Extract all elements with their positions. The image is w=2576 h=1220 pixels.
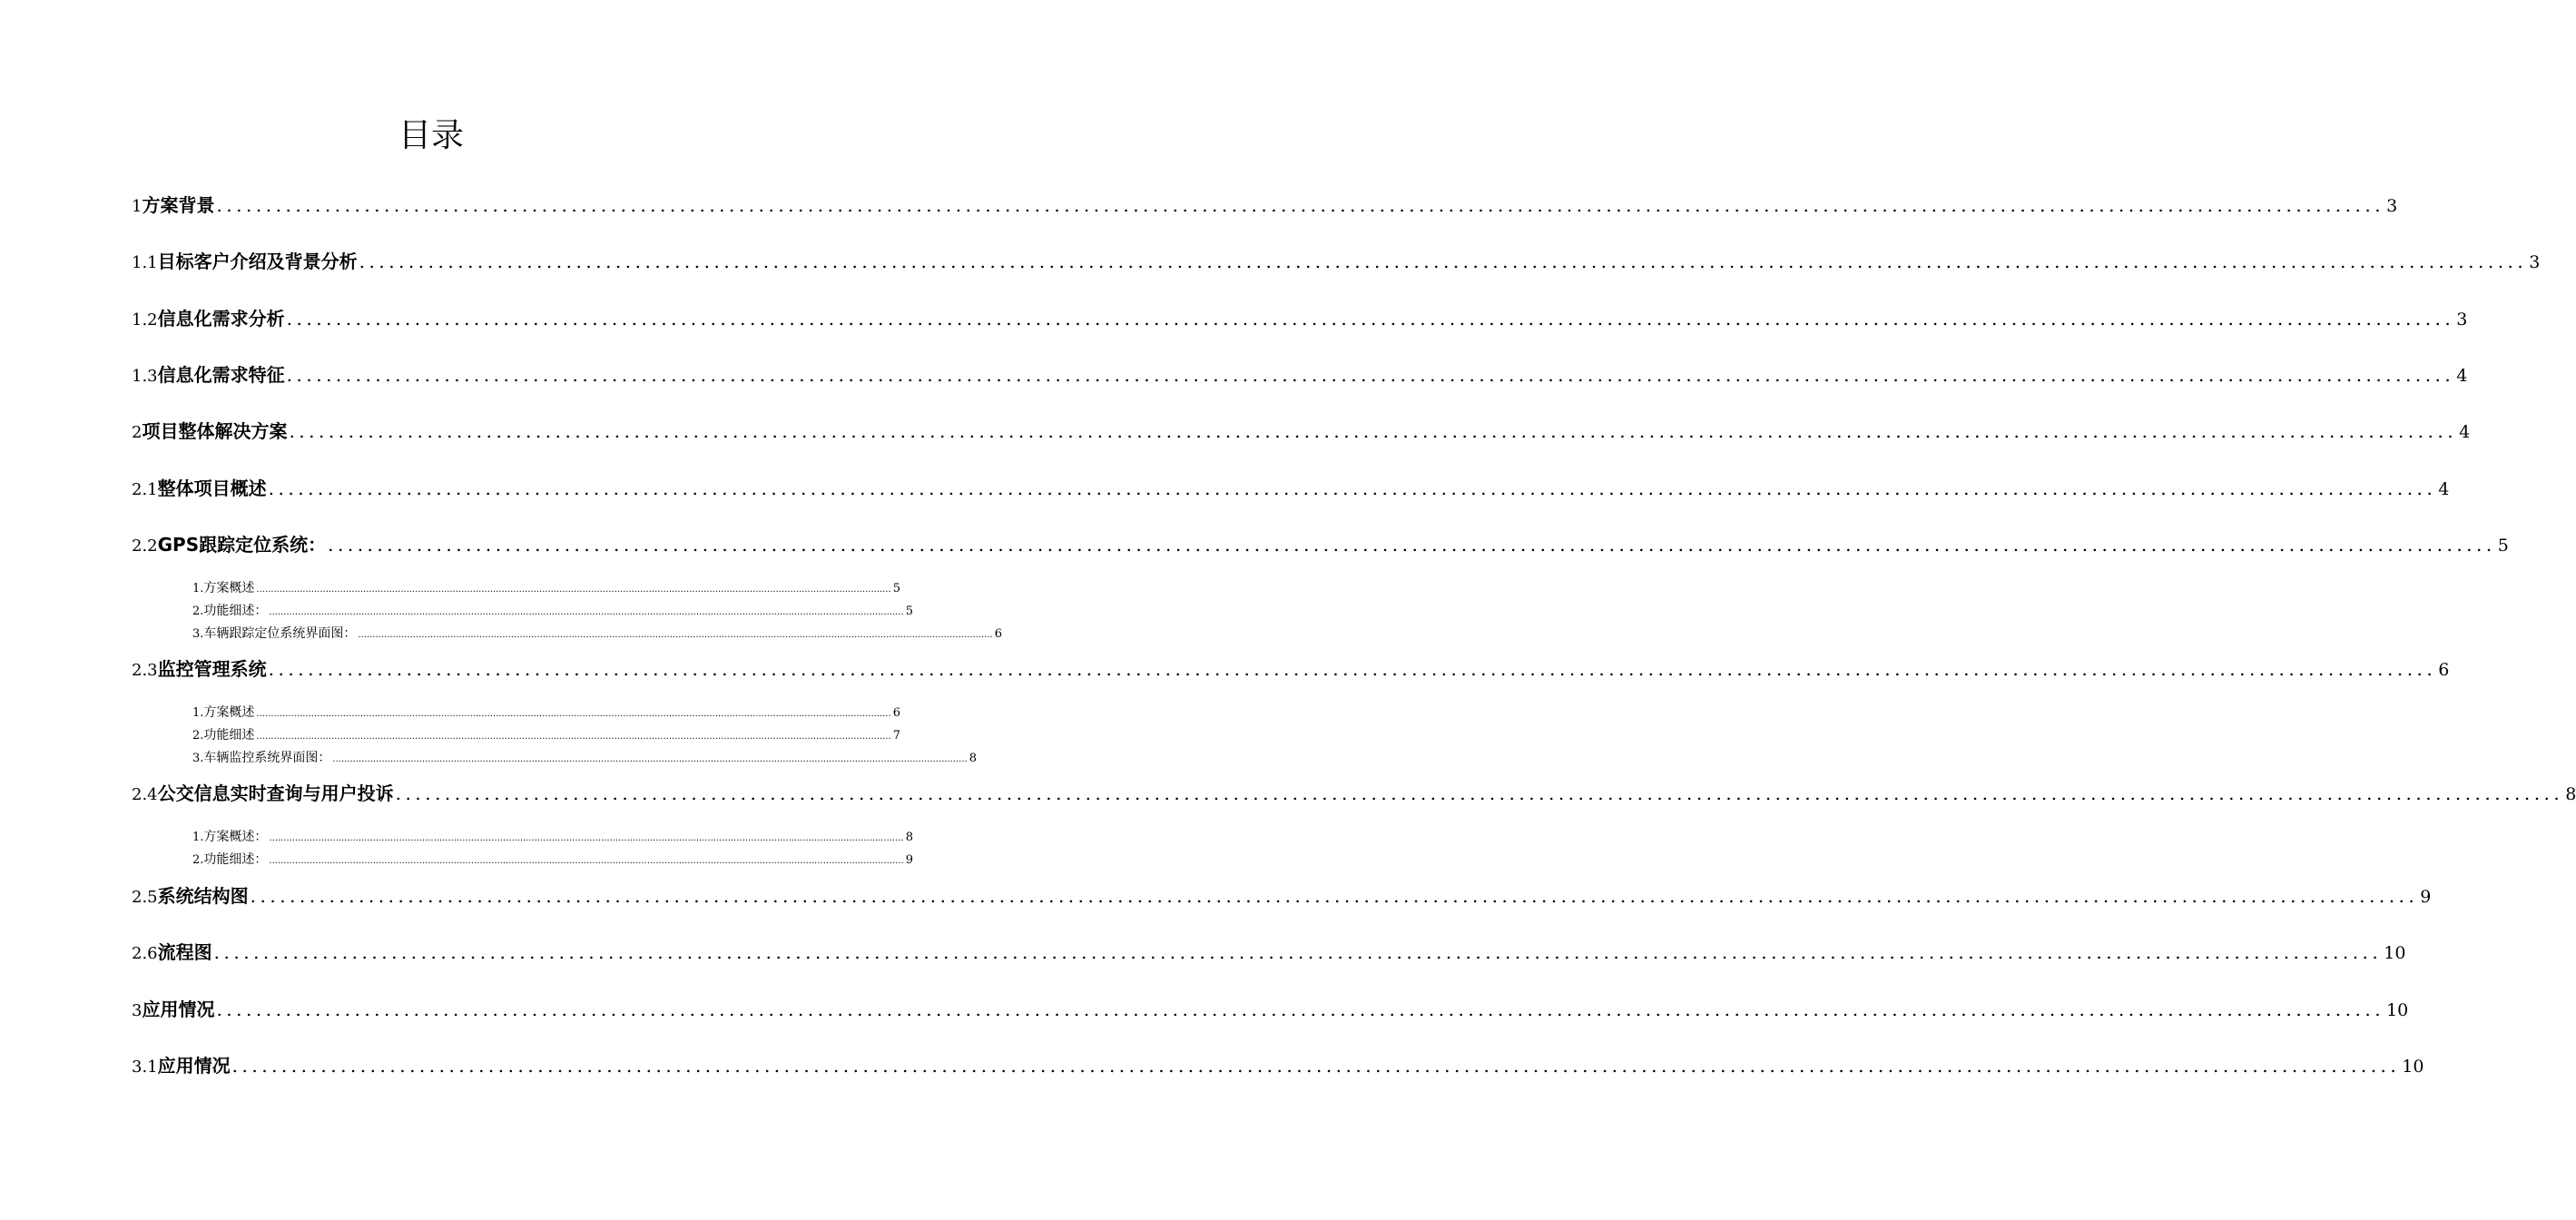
toc-leader-dots: ............................................................................................................................................................................................................................: [286, 364, 2455, 386]
toc-entry-title: 信息化需求分析: [157, 308, 285, 330]
toc-leader-dots: ............................................................................................................................................................................................................................: [358, 630, 993, 640]
toc-leader-dots: ............................................................................................................................................................................................................................: [216, 194, 2385, 216]
toc-entry[interactable]: [132, 938, 2406, 965]
toc-entry-page: 4: [2456, 366, 2468, 386]
toc-leader-dots: ............................................................................................................................................................................................................................: [359, 251, 2528, 272]
toc-entry-number: 2.3: [132, 661, 158, 680]
toc-entry-number: 2.2: [132, 536, 158, 556]
toc-entry-number: 1.1: [132, 253, 158, 272]
toc-entry-number: 2.6: [132, 944, 158, 963]
toc-entry[interactable]: [132, 360, 2468, 388]
toc-entry-title: 应用情况: [157, 1055, 231, 1077]
toc-entry-number: 1: [132, 197, 143, 216]
toc-leader-dots: ............................................................................................................................................................................................................................: [289, 420, 2458, 442]
toc-entry-title: 车辆跟踪定位系统界面图：: [203, 626, 357, 641]
toc-entry[interactable]: [132, 779, 2576, 806]
toc-entry-page: 6: [892, 706, 901, 720]
toc-entry-number: 1.3: [132, 367, 158, 386]
toc-subentry[interactable]: [192, 703, 901, 721]
toc-entry-page: 6: [994, 627, 1003, 641]
toc-entry-title: 项目整体解决方案: [142, 420, 288, 442]
toc-entry-title: 流程图: [157, 941, 212, 963]
toc-leader-dots: ............................................................................................................................................................................................................................: [269, 856, 904, 866]
toc-entry-number: 3.1: [132, 1058, 158, 1077]
toc-entry-number: 2.1: [132, 480, 158, 499]
toc-leader-dots: ............................................................................................................................................................................................................................: [269, 607, 904, 617]
toc-entry-number: 2: [132, 423, 143, 442]
toc-entry-page: 7: [892, 729, 901, 743]
toc-entry-title: 应用情况: [142, 999, 215, 1020]
toc-leader-dots: ............................................................................................................................................................................................................................: [231, 1055, 2401, 1077]
toc-entry-page: 4: [2459, 422, 2471, 442]
toc-entry-title: 车辆监控系统界面图：: [203, 751, 331, 765]
toc-leader-dots: ............................................................................................................................................................................................................................: [328, 534, 2496, 556]
toc-entry-page: 10: [2384, 943, 2406, 963]
toc-entry-page: 9: [2420, 887, 2432, 907]
toc-entry-page: 5: [905, 605, 914, 618]
toc-entry-title: 整体项目概述: [157, 477, 267, 499]
toc-leader-dots: ............................................................................................................................................................................................................................: [269, 833, 904, 843]
toc-entry[interactable]: [132, 654, 2450, 682]
toc-entry-number: 3.: [192, 627, 204, 641]
toc-entry-title: 功能细述：: [203, 604, 268, 618]
toc-leader-dots: ............................................................................................................................................................................................................................: [250, 885, 2419, 907]
toc-entry-number: 1.: [192, 831, 204, 844]
toc-leader-dots: ............................................................................................................................................................................................................................: [332, 754, 968, 764]
toc-leader-dots: ............................................................................................................................................................................................................................: [395, 782, 2564, 804]
toc-entry-title: 监控管理系统: [157, 658, 267, 680]
toc-entry-title: 公交信息实时查询与用户投诉: [157, 782, 394, 804]
page-title: 目录: [398, 117, 464, 154]
toc-entry[interactable]: [132, 304, 2468, 331]
toc-entry-page: 3: [2386, 196, 2398, 216]
toc-leader-dots: ............................................................................................................................................................................................................................: [256, 732, 891, 742]
toc-entry[interactable]: [132, 474, 2450, 501]
toc-leader-dots: ............................................................................................................................................................................................................................: [256, 709, 891, 719]
toc-entry-page: 3: [2529, 252, 2541, 272]
toc-subentry[interactable]: [192, 601, 914, 619]
toc-entry-page: 8: [905, 831, 914, 844]
toc-leader-dots: ............................................................................................................................................................................................................................: [256, 585, 891, 595]
toc-subentry[interactable]: [192, 850, 914, 868]
toc-entry-title: 系统结构图: [157, 885, 249, 907]
toc-subentry[interactable]: [192, 725, 901, 743]
toc-entry[interactable]: [132, 995, 2409, 1022]
toc-entry-page: 4: [2438, 479, 2450, 499]
toc-entry-title: 功能细述：: [203, 852, 268, 867]
toc-entry-title: 方案概述: [203, 705, 255, 720]
toc-entry[interactable]: [132, 530, 2509, 557]
toc-entry-title: 目标客户介绍及背景分析: [157, 251, 358, 272]
toc-leader-dots: ............................................................................................................................................................................................................................: [286, 308, 2455, 330]
toc-entry-title: 功能细述: [203, 728, 255, 743]
toc-entry-number: 2.: [192, 729, 204, 743]
toc-entry-title: 信息化需求特征: [157, 364, 285, 386]
toc-subentry[interactable]: [192, 578, 901, 596]
toc-subentry[interactable]: [192, 827, 914, 845]
toc-entry-title: 方案背景: [142, 194, 215, 216]
toc-entry-number: 2.: [192, 853, 204, 867]
toc-entry-number: 2.: [192, 605, 204, 618]
toc-leader-dots: ............................................................................................................................................................................................................................: [216, 999, 2385, 1020]
toc-leader-dots: ............................................................................................................................................................................................................................: [268, 477, 2437, 499]
toc-leader-dots: ............................................................................................................................................................................................................................: [268, 658, 2437, 680]
toc-subentry[interactable]: [192, 624, 1003, 642]
toc-entry-page: 8: [968, 752, 978, 765]
toc-entry-number: 3: [132, 1001, 143, 1020]
toc-entry-page: 10: [2386, 1000, 2409, 1020]
toc-entry-number: 1.: [192, 706, 204, 720]
toc-entry-page: 10: [2402, 1057, 2424, 1077]
toc-entry-number: 1.: [192, 582, 204, 595]
toc-entry-number: 1.2: [132, 310, 158, 330]
toc-entry-page: 3: [2456, 310, 2468, 330]
toc-entry[interactable]: [132, 247, 2541, 274]
toc-entry-page: 9: [905, 853, 914, 867]
toc-entry-page: 5: [2497, 536, 2509, 556]
toc-entry-page: 5: [892, 582, 901, 595]
toc-entry-title: 方案概述: [203, 581, 255, 595]
toc-entry-title: 方案概述：: [203, 830, 268, 844]
toc-entry-number: 2.4: [132, 785, 158, 804]
toc-leader-dots: ............................................................................................................................................................................................................................: [213, 941, 2383, 963]
toc-entry[interactable]: [132, 881, 2432, 909]
toc-entry-number: 3.: [192, 752, 204, 765]
toc-subentry[interactable]: [192, 748, 978, 766]
toc-entry[interactable]: [132, 191, 2398, 218]
toc-entry[interactable]: [132, 417, 2471, 444]
toc-entry[interactable]: [132, 1051, 2424, 1078]
toc-entry-page: 8: [2565, 784, 2576, 804]
toc-entry-title: GPS跟踪定位系统：: [157, 534, 327, 556]
toc-entry-number: 2.5: [132, 888, 158, 907]
toc-entry-page: 6: [2438, 660, 2450, 680]
